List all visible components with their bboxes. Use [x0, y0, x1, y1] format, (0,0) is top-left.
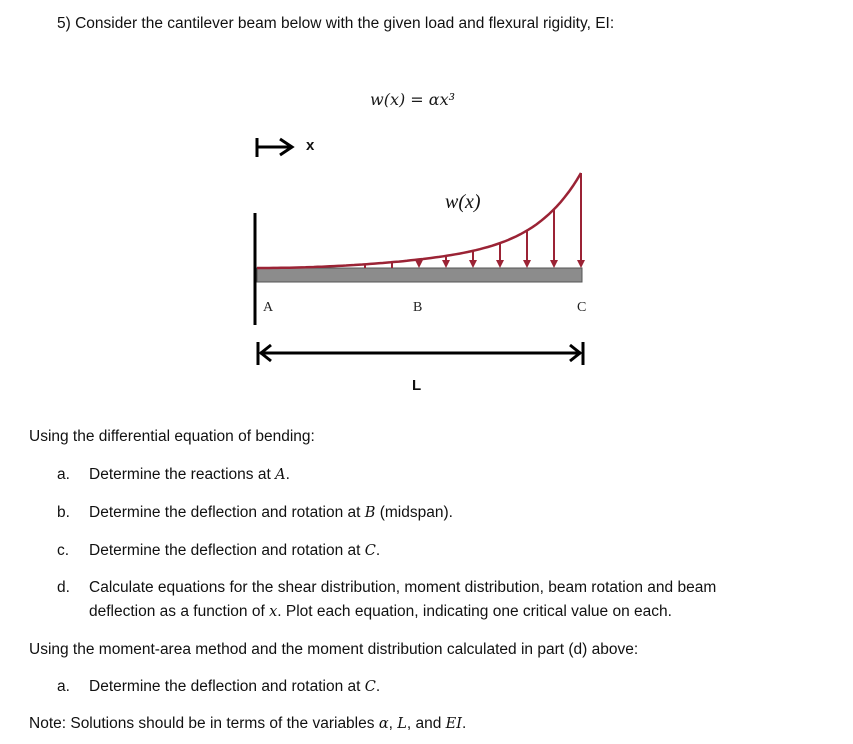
point-c-label: C — [577, 300, 587, 315]
variable: A — [275, 467, 286, 483]
distributed-load — [257, 173, 585, 268]
text: (midspan). — [375, 504, 453, 521]
variable: α — [378, 716, 389, 732]
marker: b. — [57, 504, 70, 521]
variable: x — [269, 604, 278, 620]
marker: a. — [57, 466, 70, 483]
part1-item-d-cont — [89, 603, 672, 621]
arrowhead — [469, 260, 477, 268]
x-direction-arrow — [257, 138, 292, 157]
load-label: w(x) — [445, 191, 481, 213]
part1-item-d — [57, 579, 717, 597]
text: . — [285, 466, 290, 483]
text: Calculate equations for the shear distribution, moment distribution, beam rotation and beam — [89, 579, 717, 596]
variable: B — [364, 505, 376, 521]
text: . Plot each equation, indicating one critical value on each. — [277, 603, 672, 620]
part1-heading: Using the differential equation of bending: — [29, 428, 315, 445]
beam — [257, 268, 582, 282]
arrowhead — [550, 260, 558, 268]
marker: c. — [57, 542, 70, 559]
text: Determine the deflection and rotation at — [89, 678, 365, 695]
text: deflection as a function of — [89, 603, 270, 620]
point-b-label: B — [413, 300, 423, 315]
text: . — [461, 715, 467, 732]
length-dimension — [258, 342, 583, 365]
part1-item-c — [57, 542, 381, 560]
point-a-label: A — [263, 300, 274, 315]
arrowhead — [442, 260, 450, 268]
text: Note: Solutions should be in terms of the variables — [29, 715, 379, 732]
text: Determine the reactions at — [89, 466, 276, 483]
text: Determine the deflection and rotation at — [89, 504, 365, 521]
marker: d. — [57, 579, 70, 596]
x-axis-label: x — [306, 137, 315, 154]
arrowhead — [523, 260, 531, 268]
part1-item-b — [57, 504, 453, 522]
text: . — [375, 678, 381, 695]
marker: a. — [57, 678, 70, 695]
text: , — [388, 715, 398, 732]
load-curve — [257, 173, 581, 268]
text: . — [375, 542, 381, 559]
problem-title: 5) Consider the cantilever beam below with the given load and flexural rigidity, EI: — [57, 15, 615, 32]
load-equation: w(x) = αx³ — [370, 90, 456, 109]
variable: L — [397, 716, 407, 732]
variable: C — [364, 543, 376, 559]
arrowhead — [496, 260, 504, 268]
variable: C — [364, 679, 376, 695]
text: , and — [406, 715, 446, 732]
arrowhead — [577, 260, 585, 268]
length-label: L — [412, 377, 422, 394]
part2-item-a — [57, 678, 381, 696]
variable: EI — [445, 716, 462, 732]
part1-item-a — [57, 466, 290, 484]
part2-heading: Using the moment-area method and the moment distribution calculated in part (d) above: — [29, 641, 639, 658]
note — [29, 715, 466, 733]
text: Determine the deflection and rotation at — [89, 542, 365, 559]
arrowhead — [415, 260, 423, 268]
